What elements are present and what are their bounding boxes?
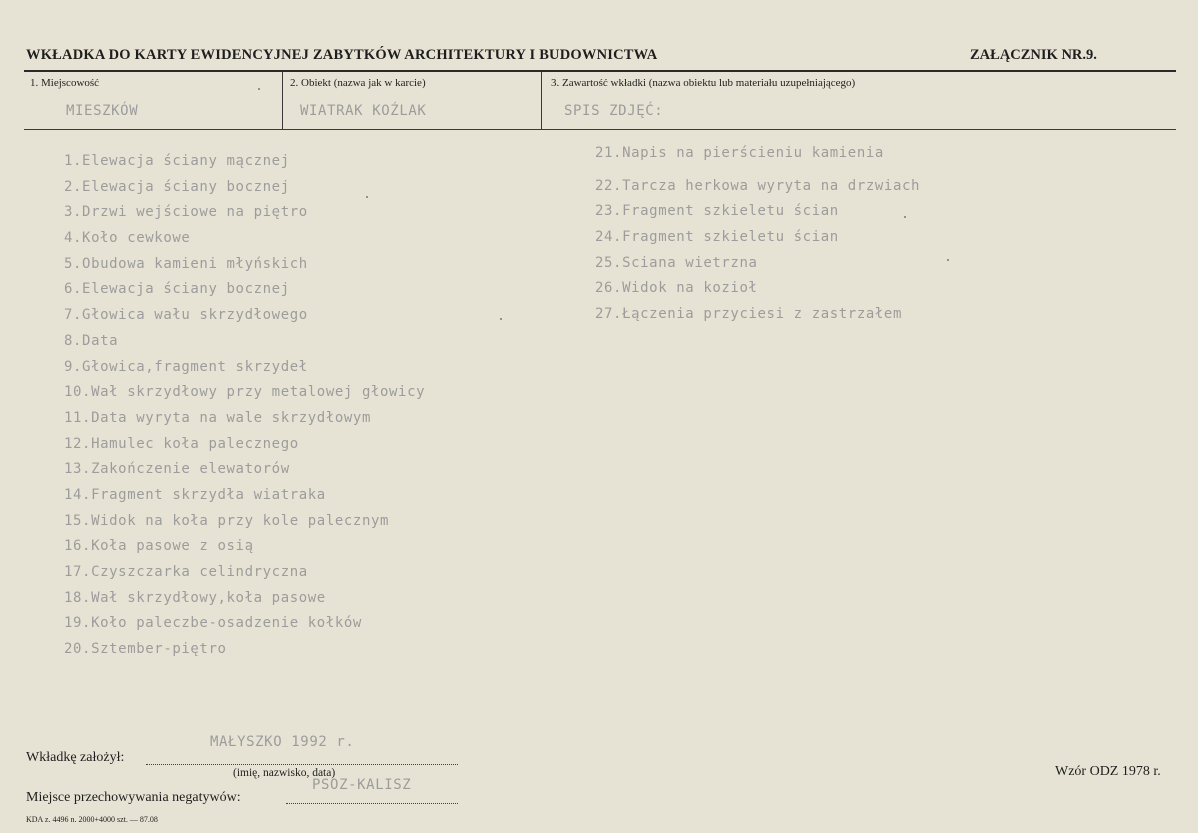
- list-item: 15.Widok na koła przy kole palecznym: [64, 512, 390, 529]
- list-item: 13.Zakończenie elewatorów: [64, 461, 290, 478]
- paper-speck: [947, 259, 949, 261]
- list-item: 16.Koła pasowe z osią: [64, 538, 254, 555]
- created-by-value: MAŁYSZKO 1992 r.: [210, 734, 355, 750]
- created-by-line: [146, 764, 458, 765]
- negatives-location-value: PSOZ-KALISZ: [312, 777, 412, 793]
- photo-list-right: [595, 141, 920, 328]
- object-value: WIATRAK KOŹLAK: [300, 103, 427, 119]
- negatives-location-line: [286, 803, 458, 804]
- locality-value: MIESZKÓW: [66, 103, 139, 119]
- list-item: 17.Czyszczarka celindryczna: [64, 564, 308, 580]
- list-item: 4.Koło cewkowe: [64, 230, 191, 247]
- print-info: KDA z. 4496 n. 2000+4000 szt. — 87.08: [26, 815, 158, 824]
- content-value: SPIS ZDJĘĆ:: [564, 103, 664, 119]
- list-item: 2.Elewacja ściany bocznej: [64, 178, 290, 195]
- list-item: 11.Data wyryta na wale skrzydłowym: [64, 409, 371, 426]
- list-item: 25.Sciana wietrzna: [595, 254, 758, 271]
- list-item: 18.Wał skrzydłowy,koła pasowe: [64, 589, 326, 606]
- list-item: 6.Elewacja ściany bocznej: [64, 281, 290, 298]
- content-label: 3. Zawartość wkładki (nazwa obiektu lub materiału uzupełniającego): [551, 77, 856, 89]
- locality-label: 1. Miejscowość: [30, 77, 100, 89]
- created-by-hint: (imię, nazwisko, data): [233, 767, 336, 779]
- list-item: 21.Napis na pierścieniu kamienia: [595, 145, 884, 161]
- list-item: 12.Hamulec koła palecznego: [64, 435, 299, 452]
- fields-bottom-rule: [24, 129, 1176, 130]
- list-item: 10.Wał skrzydłowy przy metalowej głowicy: [64, 384, 426, 401]
- paper-speck: [500, 318, 502, 320]
- list-item: 7.Głowica wału skrzydłowego: [64, 307, 308, 324]
- list-item: 22.Tarcza herkowa wyryta na drzwiach: [595, 177, 921, 194]
- paper-speck: [366, 196, 368, 198]
- list-item: 20.Sztember-piętro: [64, 641, 227, 658]
- form-title: WKŁADKA DO KARTY EWIDENCYJNEJ ZABYTKÓW ARCHITEKTURY I BUDOWNICTWA: [26, 47, 658, 63]
- annex-number: ZAŁĄCZNIK NR.9.: [970, 47, 1097, 63]
- list-item: 26.Widok na kozioł: [595, 280, 758, 297]
- field-divider-2: [541, 72, 542, 129]
- object-label: 2. Obiekt (nazwa jak w karcie): [290, 77, 426, 89]
- negatives-location-label: Miejsce przechowywania negatywów:: [26, 790, 241, 805]
- list-item: 27.Łączenia przyciesi z zastrzałem: [595, 306, 902, 323]
- header-rule: [24, 70, 1176, 72]
- list-item: 24.Fragment szkieletu ścian: [595, 229, 839, 246]
- list-item: 1.Elewacja ściany mącznej: [64, 153, 290, 169]
- created-by-label: Wkładkę założył:: [26, 750, 125, 765]
- list-item: 8.Data: [64, 332, 119, 349]
- list-item: 9.Głowica,fragment skrzydeł: [64, 358, 308, 375]
- list-item: 19.Koło paleczbe-osadzenie kołków: [64, 615, 362, 632]
- list-item: 5.Obudowa kamieni młyńskich: [64, 255, 308, 272]
- paper-speck: [904, 216, 906, 218]
- list-item: 3.Drzwi wejściowe na piętro: [64, 204, 308, 221]
- list-item: 14.Fragment skrzydła wiatraka: [64, 486, 326, 503]
- photo-list-left: [64, 149, 425, 663]
- form-model: Wzór ODZ 1978 r.: [1055, 764, 1161, 779]
- list-item: 23.Fragment szkieletu ścian: [595, 203, 839, 220]
- paper-speck: [258, 88, 260, 90]
- field-divider-1: [282, 72, 283, 129]
